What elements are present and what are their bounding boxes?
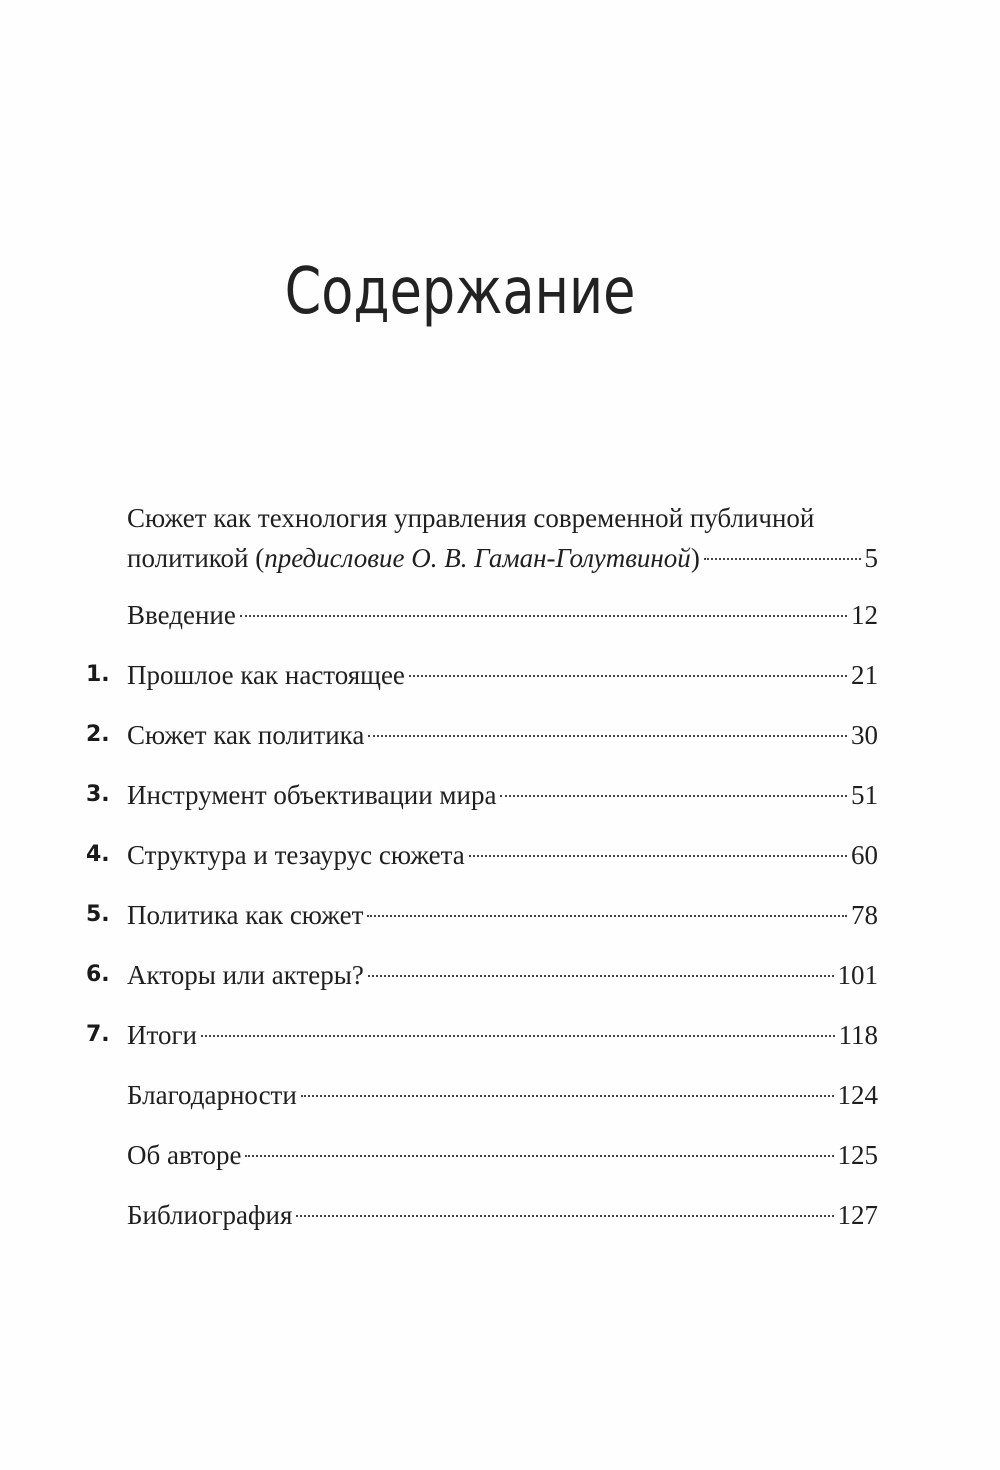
toc-page-number: 21 — [851, 660, 878, 690]
toc-entry[interactable] — [0, 955, 1000, 995]
toc-entry-label: Прошлое как настоящее — [127, 660, 405, 690]
toc-page-number: 125 — [837, 1140, 878, 1170]
toc-entry-number: 4. — [86, 842, 110, 867]
toc-page-number: 60 — [851, 840, 878, 870]
toc-entry[interactable] — [0, 715, 1000, 755]
dot-leader — [368, 975, 834, 977]
toc-page-number: 12 — [851, 600, 878, 630]
dot-leader — [201, 1035, 835, 1037]
toc-page-number: 118 — [838, 1020, 878, 1050]
toc-entry-label: Политика как сюжет — [127, 900, 364, 930]
dot-leader — [469, 855, 847, 857]
dot-leader — [500, 795, 847, 797]
toc-entry[interactable] — [0, 1135, 1000, 1175]
toc-entry-preface[interactable] — [0, 538, 1000, 578]
toc-entry[interactable] — [0, 1015, 1000, 1055]
page-title: Содержание — [284, 255, 636, 329]
toc-page-number: 5 — [864, 543, 878, 573]
toc-entry-label: Библиография — [127, 1200, 293, 1230]
toc-entry-label: Структура и тезаурус сюжета — [127, 840, 465, 870]
toc-entry[interactable] — [0, 1075, 1000, 1115]
toc-preface-label: политикой (предисловие О. В. Гаман-Голутвиной) — [127, 543, 700, 573]
toc-preface-line2 — [127, 538, 878, 578]
dot-leader — [367, 915, 847, 917]
toc-entry-number: 7. — [86, 1022, 110, 1047]
toc-entry-label: Об авторе — [127, 1140, 242, 1170]
toc-entry-number: 1. — [86, 662, 110, 687]
toc-page-number: 30 — [851, 720, 878, 750]
toc-preface-line1: Сюжет как технология управления современной публичной — [127, 503, 815, 533]
toc-entry-label: Итоги — [127, 1020, 197, 1050]
toc-entry[interactable] — [0, 775, 1000, 815]
toc-entry-label: Благодарности — [127, 1080, 297, 1110]
toc-page-number: 101 — [837, 960, 878, 990]
toc-page-number: 127 — [837, 1200, 878, 1230]
toc-entry-number: 6. — [86, 962, 110, 987]
toc-entry-number: 5. — [86, 902, 110, 927]
toc-page-number: 51 — [851, 780, 878, 810]
toc-entry[interactable] — [0, 595, 1000, 635]
dot-leader — [301, 1095, 834, 1097]
dot-leader — [240, 615, 847, 617]
toc-entry-label: Введение — [127, 600, 236, 630]
toc-entry-number: 3. — [86, 782, 110, 807]
dot-leader — [245, 1155, 833, 1157]
dot-leader — [704, 558, 861, 560]
toc-entry-label: Инструмент объективации мира — [127, 780, 497, 810]
toc-entry-number: 2. — [86, 722, 110, 747]
dot-leader — [296, 1215, 833, 1217]
toc-page-number: 124 — [837, 1080, 878, 1110]
dot-leader — [409, 675, 847, 677]
toc-entry[interactable] — [0, 1195, 1000, 1235]
toc-page-number: 78 — [851, 900, 878, 930]
dot-leader — [368, 735, 847, 737]
toc-entry[interactable] — [0, 895, 1000, 935]
toc-entry[interactable] — [0, 835, 1000, 875]
toc-entry-label: Сюжет как политика — [127, 720, 365, 750]
toc-entry-label: Акторы или актеры? — [127, 960, 364, 990]
toc-entry[interactable] — [0, 655, 1000, 695]
